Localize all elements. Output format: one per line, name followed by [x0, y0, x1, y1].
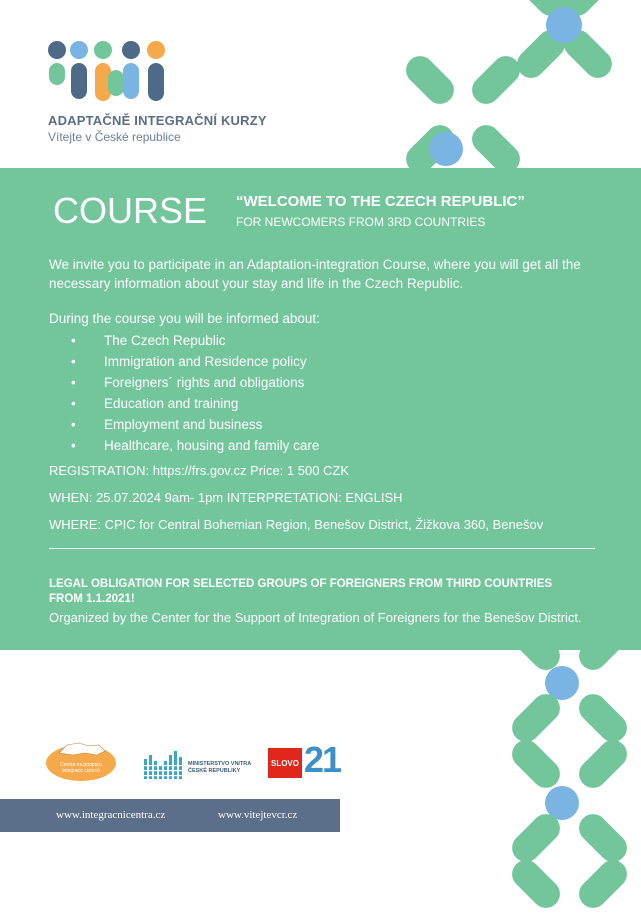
registration-info: REGISTRATION: https://frs.gov.cz Price: 1 500 CZK [49, 463, 350, 478]
flyer-page: ADAPTAČNĚ INTEGRAČNÍ KURZY Vítejte v České republice COURSE “WELCOME TO THE CZECH REPUBLIC” FOR NEWCOMERS FROM 3RD COUNTRIES We invite you to participate in an Adaptation-integration Course, where you will get all the necessary information about your stay and life in the Czech Republic. During the course you will be informed about: • The Czech Republic • Immigration and Residence policy • Foreigners´ rights and obligations • Education and training • Employment and business • Healthcare, housing and family care REGISTRATION: https://frs.gov.cz Price: 1 500 CZK WHEN: 25.07.2024 9am- 1pm INTERPRETATION: ENGLISH WHERE: CPIC for Central Bohemian Region, Benešov District, Žižkova 360, Benešov LEGAL OBLIGATION FOR SELECTED GROUPS OF FOREIGNERS FROM THIRD COUNTRIES FROM 1.1.2021! Organized by the Center for the Support of Integration of Foreigners for the Benešov District. Centra na podporu integrace cizinců MINISTERSTVO VNITRA ČESKÉ REPUBLIKY SLOVO 21 www.integracnicentra.cz www.vitejtevcr.cz [0, 0, 641, 916]
chain-bottom [506, 616, 632, 913]
bullet-icon: • [71, 396, 76, 411]
bullet-icon: • [71, 354, 76, 369]
ministry-logo-icon [144, 749, 184, 779]
cpi-logo-icon [45, 737, 117, 782]
bullet-icon: • [71, 438, 76, 453]
course-subtitle: FOR NEWCOMERS FROM 3RD COUNTRIES [236, 215, 486, 229]
chain-top [400, 0, 617, 179]
divider [49, 548, 595, 549]
legal-obligation: LEGAL OBLIGATION FOR SELECTED GROUPS OF FOREIGNERS FROM THIRD COUNTRIES FROM 1.1.2021! [49, 578, 553, 605]
bullet-icon: • [71, 333, 76, 348]
logo-title: ADAPTAČNĚ INTEGRAČNÍ KURZY [48, 113, 267, 128]
organizer-note: Organized by the Center for the Support of Integration of Foreigners for the Benešov District. [49, 610, 582, 625]
logo-subtitle: Vítejte v České republice [48, 130, 181, 144]
bullet-icon: • [71, 417, 76, 432]
slovo-logo-text: SLOVO [270, 759, 299, 768]
when-info: WHEN: 25.07.2024 9am- 1pm INTERPRETATION: ENGLISH [49, 490, 403, 505]
course-title: “WELCOME TO THE CZECH REPUBLIC” [236, 193, 525, 210]
link-vitejtevcr[interactable]: www.vitejtevcr.cz [218, 809, 298, 821]
where-info: WHERE: CPIC for Central Bohemian Region, Benešov District, Žižkova 360, Benešov [49, 517, 544, 532]
course-heading: COURSE [53, 190, 208, 231]
logo-figures-icon [47, 40, 177, 108]
ministry-logo-text: MINISTERSTVO VNITRA ČESKÉ REPUBLIKY [188, 761, 252, 774]
intro-paragraph: We invite you to participate in an Adaptation-integration Course, where you will get all the necessary information about your stay and life in the Czech Republic. [49, 257, 581, 291]
informed-label: During the course you will be informed about: [49, 311, 320, 326]
slovo-21-number: 21 [304, 739, 341, 780]
link-integracnicentra[interactable]: www.integracnicentra.cz [56, 809, 166, 821]
cpi-logo-text: Centra na podporu integrace cizinců [60, 762, 102, 774]
bullet-icon: • [71, 375, 76, 390]
